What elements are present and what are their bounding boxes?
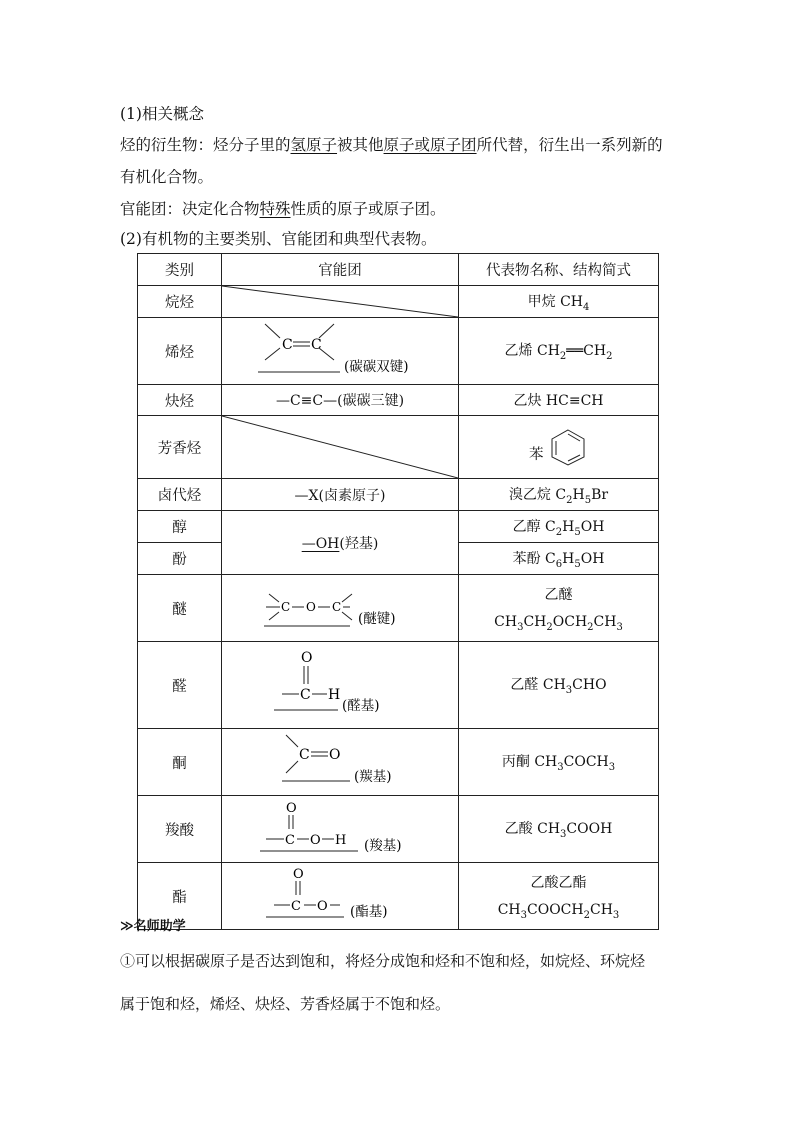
functional-group-none xyxy=(222,416,459,479)
representative-ethylene: 乙烯 $CH_2══CH_2$ xyxy=(459,318,659,385)
category-acid: 羧酸 xyxy=(138,796,222,863)
representative-ether xyxy=(459,575,659,642)
representative-phenol: 苯酚 $C_6H_5OH$ xyxy=(459,543,659,575)
def-term-atom-group: 原子或原子团 xyxy=(383,136,477,154)
def-text: 官能团：决定化合物 xyxy=(120,200,260,218)
ether-name: 乙醚 xyxy=(544,586,573,603)
functional-group-carboxyl xyxy=(222,796,459,863)
representative-ethyl-acetate xyxy=(459,863,659,930)
category-alkene: 烯烃 xyxy=(138,318,222,385)
svg-text:C: C xyxy=(332,600,342,614)
tips-line-1: ①可以根据碳原子是否达到饱和，将烃分成饱和烃和不饱和烃，如烷烃、环烷烃 xyxy=(120,952,646,970)
svg-text:C: C xyxy=(285,833,295,848)
svg-text:O: O xyxy=(317,899,328,914)
functional-group-ether xyxy=(222,575,459,642)
category-alkane: 烷烃 xyxy=(138,286,222,318)
functional-group-alkyne: —C≡C—(碳碳三键) xyxy=(222,385,459,416)
alkene-fg-note: (碳碳双键) xyxy=(344,359,409,375)
ester-formula: $CH_3COOCH_2CH_3$ xyxy=(497,901,620,921)
tips-heading: ≫名师助学 xyxy=(120,919,186,934)
table-row xyxy=(138,575,659,642)
category-alkyne: 炔烃 xyxy=(138,385,222,416)
def-text: 所代替，衍生出一系列新的 xyxy=(476,136,663,154)
category-ether: 醚 xyxy=(138,575,222,642)
benzene-ring-icon xyxy=(548,428,588,466)
svg-text:C: C xyxy=(300,687,311,703)
representative-benzene xyxy=(459,416,659,479)
category-alcohol: 醇 xyxy=(138,511,222,543)
functional-group-halogen: —X(卤素原子) xyxy=(222,479,459,511)
table-row xyxy=(138,796,659,863)
aldehyde-group-structure-icon xyxy=(222,642,458,724)
svg-text:O: O xyxy=(306,600,316,614)
representative-acetaldehyde: 乙醛 $CH_3CHO$ xyxy=(459,642,659,729)
benzene-label: 苯 xyxy=(529,447,544,463)
table-header-row xyxy=(138,254,659,286)
def-text: 被其他 xyxy=(337,136,384,154)
header-functional-group: 官能团 xyxy=(222,254,459,286)
header-category: 类别 xyxy=(138,254,222,286)
carbonyl-group-structure-icon xyxy=(222,729,458,791)
representative-acetylene: 乙炔 HC≡CH xyxy=(459,385,659,416)
functional-group-ketone xyxy=(222,729,459,796)
diagonal-line-icon xyxy=(222,416,458,478)
representative-acetic-acid: 乙酸 $CH_3COOH$ xyxy=(459,796,659,863)
svg-text:O: O xyxy=(310,833,321,848)
ester-fg-note: (酯基) xyxy=(350,904,388,920)
category-aromatic: 芳香烃 xyxy=(138,416,222,479)
svg-text:C: C xyxy=(291,899,301,914)
ether-bond-structure-icon xyxy=(222,575,458,637)
svg-text:C: C xyxy=(311,337,322,353)
functional-group-aldehyde xyxy=(222,642,459,729)
ether-fg-note: (醚键) xyxy=(358,611,396,627)
header-representative: 代表物名称、结构简式 xyxy=(459,254,659,286)
representative-bromoethane: 溴乙烷 $C_2H_5Br$ xyxy=(459,479,659,511)
ether-formula: $CH_3CH_2OCH_2CH_3$ xyxy=(494,613,623,633)
def-text: 性质的原子或原子团。 xyxy=(290,200,446,218)
functional-group-ester xyxy=(222,863,459,930)
def-term-hydrogen: 氢原子 xyxy=(290,136,338,154)
category-ketone: 酮 xyxy=(138,729,222,796)
tips-line-2: 属于饱和烃，烯烃、炔烃、芳香烃属于不饱和烃。 xyxy=(120,995,451,1013)
functional-group-none xyxy=(222,286,459,318)
functional-group-alkene xyxy=(222,318,459,385)
representative-ethanol: 乙醇 $C_2H_5OH$ xyxy=(459,511,659,543)
svg-text:C: C xyxy=(282,337,293,353)
svg-text:O: O xyxy=(286,801,297,816)
category-phenol: 酚 xyxy=(138,543,222,575)
carboxyl-group-structure-icon xyxy=(222,796,458,858)
svg-text:H: H xyxy=(335,833,347,848)
table-row xyxy=(138,318,659,385)
representative-methane: 甲烷 $CH_4$ xyxy=(459,286,659,318)
functional-group-definition xyxy=(120,197,446,219)
svg-text:C: C xyxy=(281,600,291,614)
carboxyl-fg-note: (羧基) xyxy=(364,838,402,854)
derivative-definition-cont: 有机化合物。 xyxy=(120,168,214,186)
def-text: 烃的衍生物：烃分子里的 xyxy=(120,136,291,154)
table-row xyxy=(138,479,659,511)
ester-name: 乙酸乙酯 xyxy=(530,874,587,891)
table-row xyxy=(138,729,659,796)
table-row xyxy=(138,642,659,729)
hydroxyl-note: (羟基) xyxy=(339,535,379,552)
hydroxyl-formula: —OH xyxy=(301,535,340,552)
svg-text:C: C xyxy=(299,747,310,763)
svg-text:O: O xyxy=(293,867,304,882)
functional-group-hydroxyl xyxy=(222,511,459,575)
heading-classification: (2)有机物的主要类别、官能团和典型代表物。 xyxy=(120,230,437,248)
table-row xyxy=(138,286,659,318)
table-row xyxy=(138,385,659,416)
def-term-special: 特殊 xyxy=(259,200,291,218)
table-row xyxy=(138,416,659,479)
diagonal-line-icon xyxy=(222,286,458,317)
svg-text:O: O xyxy=(301,650,313,666)
heading-related-concepts: (1)相关概念 xyxy=(120,105,204,123)
table-row xyxy=(138,863,659,930)
category-aldehyde: 醛 xyxy=(138,642,222,729)
ketone-fg-note: (羰基) xyxy=(354,769,392,785)
svg-text:H: H xyxy=(328,687,341,703)
representative-acetone: 丙酮 $CH_3COCH_3$ xyxy=(459,729,659,796)
ester-group-structure-icon xyxy=(222,863,458,925)
organic-class-table xyxy=(137,253,659,930)
table-row xyxy=(138,511,659,543)
derivative-definition xyxy=(120,133,663,155)
category-ester: 酯 xyxy=(138,863,222,930)
aldehyde-fg-note: (醛基) xyxy=(342,698,380,714)
svg-text:O: O xyxy=(329,747,341,763)
category-halide: 卤代烃 xyxy=(138,479,222,511)
carbon-double-bond-structure-icon xyxy=(222,318,458,380)
